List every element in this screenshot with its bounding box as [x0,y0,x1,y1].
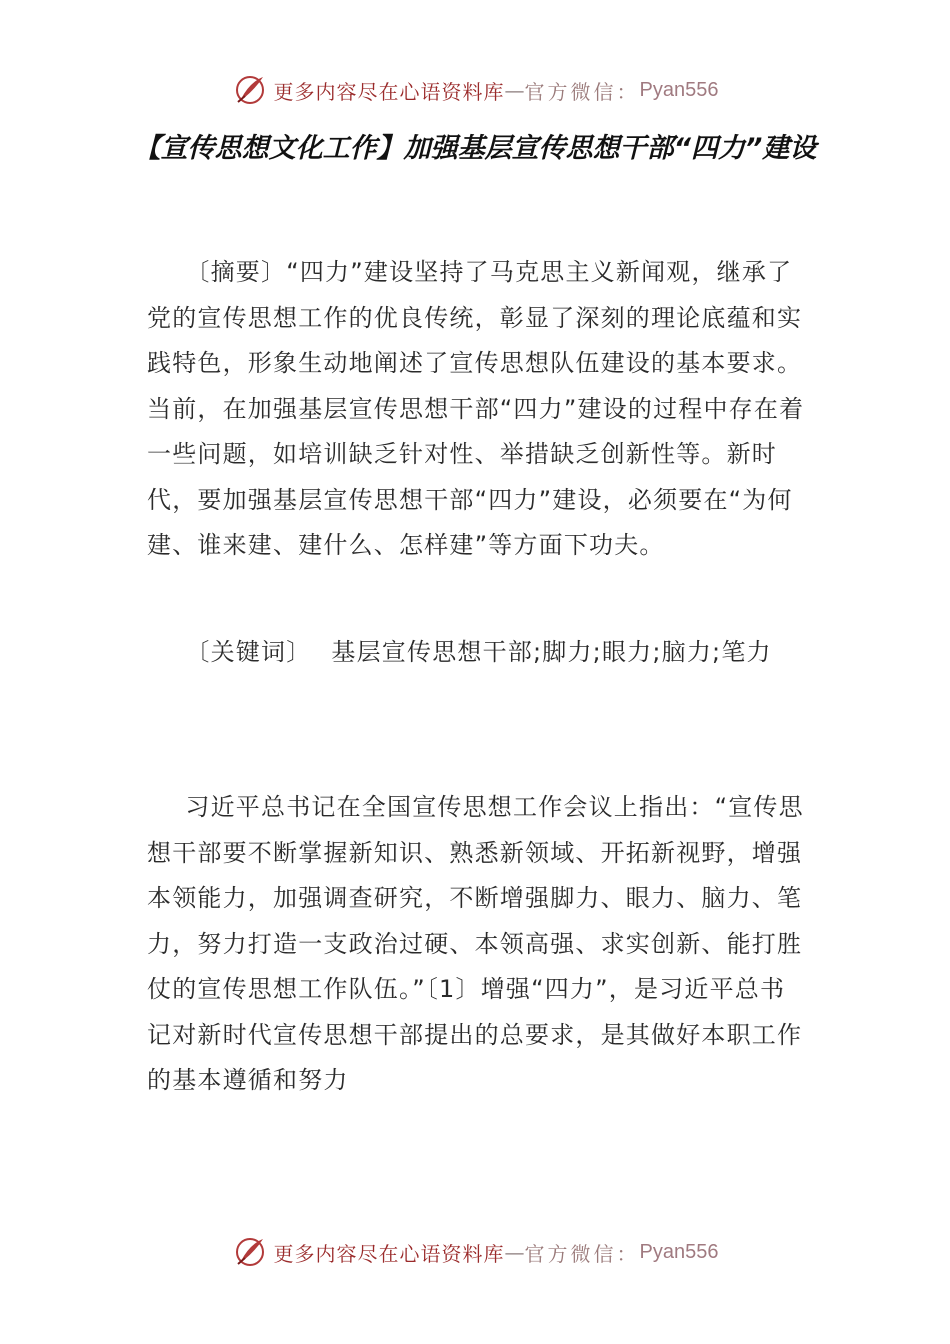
watermark-wechat-label: 官方微信： [524,1241,640,1266]
keywords-label: 〔关键词〕 [185,638,312,666]
keywords-text: 基层宣传思想干部;脚力;眼力;脑力;笔力 [331,638,772,666]
body-section [147,785,807,1104]
abstract-label: 〔摘要〕 [185,258,287,286]
abstract-paragraph [147,250,807,569]
watermark-wechat-label: 官方微信： [524,79,640,104]
header-watermark [0,72,950,108]
watermark-site-text: 更多内容尽在心语资料库 [273,79,505,104]
body-paragraph: 习近平总书记在全国宣传思想工作会议上指出：“宣传思想干部要不断掌握新知识、熟悉新领域、开拓新视野，增强本领能力，加强调查研究，不断增强脚力、眼力、脑力、笔力，努力打造一支政治过硬、本领高强、求实创新、能打胜仗的宣传思想工作队伍。”〔1〕增强“四力”，是习近平总书记对新时代宣传思想干部提出的总要求，是其做好本职工作的基本遵循和努力 [147,793,804,1094]
document-title: 【宣传思想文化工作】加强基层宣传思想干部“四力”建设 [133,133,817,164]
footer-watermark [0,1234,950,1270]
quill-seal-icon [232,72,268,108]
watermark-separator: — [504,78,525,102]
watermark-separator: — [504,1240,525,1264]
watermark-wechat-id: Pyan556 [639,1240,719,1263]
abstract-section [147,250,807,569]
watermark-wechat-id: Pyan556 [639,78,719,101]
abstract-text: “四力”建设坚持了马克思主义新闻观，继承了党的宣传思想工作的优良传统，彰显了深刻的理论底蕴和实践特色，形象生动地阐述了宣传思想队伍建设的基本要求。当前，在加强基层宣传思想干部“四力”建设的过程中存在着一些问题，如培训缺乏针对性、举措缺乏创新性等。新时代，要加强基层宣传思想干部“四力”建设，必须要在“为何建、谁来建、建什么、怎样建”等方面下功夫。 [147,258,805,559]
keywords-section [147,630,807,676]
watermark-site-text: 更多内容尽在心语资料库 [273,1241,505,1266]
keywords-paragraph [147,630,807,676]
quill-seal-icon [232,1234,268,1270]
